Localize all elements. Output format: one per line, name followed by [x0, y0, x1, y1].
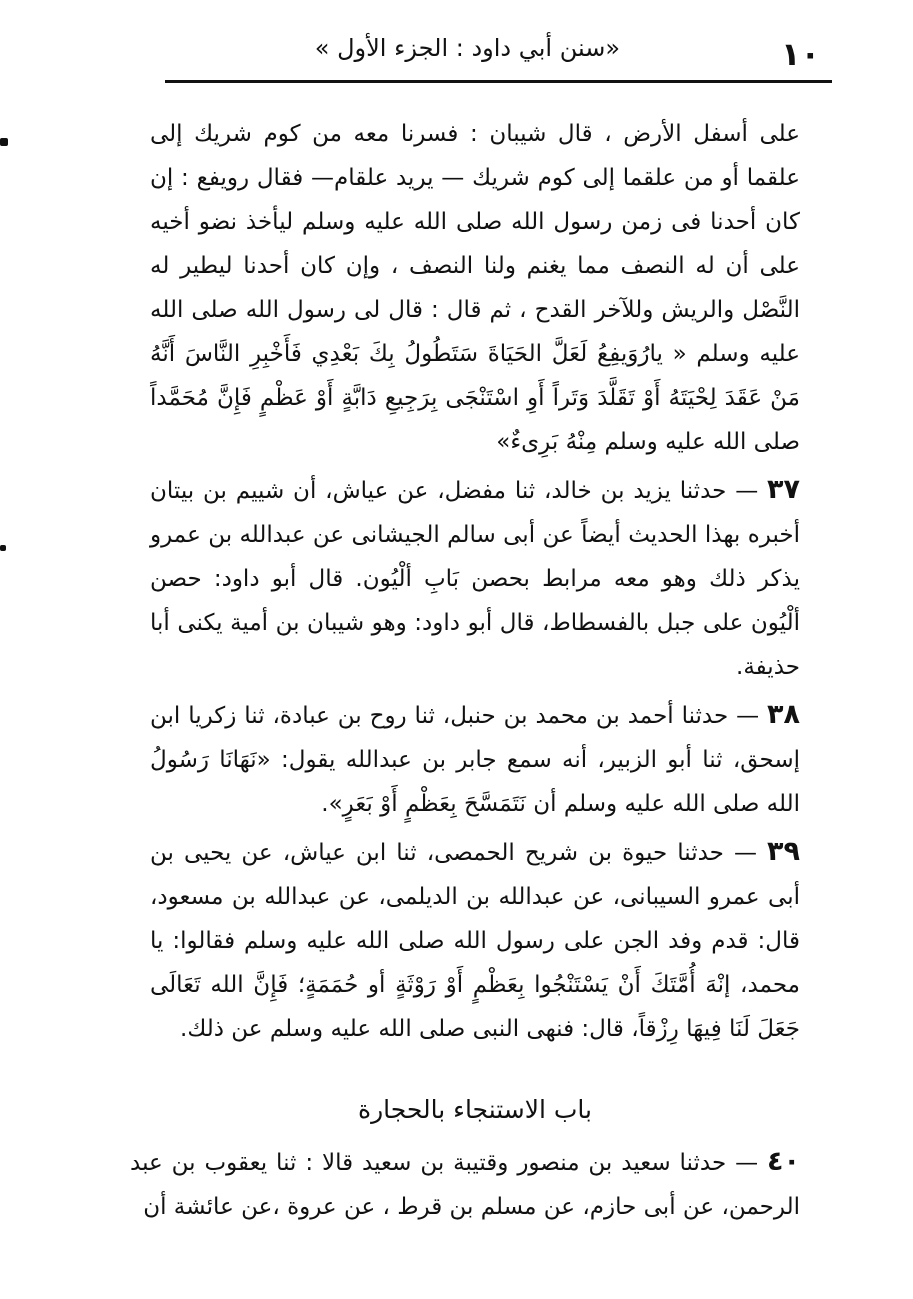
paragraph-text: — حدثنا أحمد بن محمد بن حنبل، ثنا روح بن عبادة، ثنا زكريا ابن إسحق، ثنا أبو الزبير، أنه سمع جابر بن عبدالله يقول: «نَهَانَا رَسُولُ الله صلى الله عليه وسلم أن نَتَمَسَّحَ بِعَظْمٍ أَوْ بَعَرٍ». — [150, 703, 800, 817]
header-rule — [165, 80, 832, 83]
hadith-number: ٣٩ — [767, 836, 800, 867]
paragraph-text: — حدثنا يزيد بن خالد، ثنا مفضل، عن عياش، أن شييم بن بيتان أخبره بهذا الحديث أيضاً عن أبى سالم الجيشانى عن عبدالله بن عمرو يذكر ذلك وهو معه مرابط بحصن بَابِ ألْيُون. قال أبو داود: حصن ألْيُون على جبل بالفسطاط، قال أبو داود: وهو شيبان بن أمية يكنى أبا حذيفة. — [150, 478, 800, 680]
chapter-heading: باب الاستنجاء بالحجارة — [357, 1095, 592, 1124]
page-number: ١٠ — [780, 35, 820, 73]
hadith-paragraph — [150, 468, 800, 689]
running-title: «سنن أبي داود : الجزء الأول » — [314, 34, 620, 62]
hadith-paragraph — [150, 830, 800, 1051]
main-text-continued — [130, 1140, 800, 1233]
hadith-number: ٤٠ — [767, 1146, 800, 1177]
margin-mark — [0, 138, 8, 146]
page-header — [140, 28, 820, 73]
hadith-number: ٣٨ — [767, 699, 800, 730]
main-text — [150, 112, 800, 1055]
hadith-paragraph — [130, 1140, 800, 1229]
hadith-number: ٣٧ — [767, 474, 801, 505]
paragraph-continued — [150, 112, 800, 464]
paragraph-text: — حدثنا سعيد بن منصور وقتيبة بن سعيد قالا : ثنا يعقوب بن عبد الرحمن، عن أبى حازم، عن مسلم بن قرط ، عن عروة ،عن عائشة أن — [130, 1150, 800, 1220]
hadith-paragraph — [150, 693, 800, 826]
paragraph-text: على أسفل الأرض ، قال شيبان : فسرنا معه من كوم شريك إلى علقما أو من علقما إلى كوم شريك — يريد علقام— فقال رويفع : إن كان أحدنا فى زمن رسول الله صلى الله عليه وسلم ليأخذ نضو أخيه على أن له النصف مما يغنم ولنا النصف ، وإن كان أحدنا ليطير له النَّصْل والريش وللآخر القدح ، ثم قال : قال لى رسول الله صلى الله عليه وسلم « يارُوَيفِعُ لَعَلَّ الحَيَاةَ سَتَطُولُ بِكَ بَعْدِي فَأَخْبِرِ النَّاسَ أَنَّهُ مَنْ عَقَدَ لِحْيَتَهُ أَوْ تَقَلَّدَ وَتَراً أَوِ اسْتَنْجَى بِرَجِيعِ دَابَّةٍ أَوْ عَظْمٍ فَإِنَّ مُحَمَّداً صلى الله عليه وسلم مِنْهُ بَرِىءٌ» — [150, 121, 800, 455]
paragraph-text: — حدثنا حيوة بن شريح الحمصى، ثنا ابن عياش، عن يحيى بن أبى عمرو السيبانى، عن عبدالله بن الديلمى، عن عبدالله بن مسعود، قال: قدم وفد الجن على رسول الله صلى الله عليه وسلم فقالوا: يا محمد، إنْهَ أُمَّتَكَ أَنْ يَسْتَنْجُوا بِعَظْمٍ أَوْ رَوْثَةٍ أو حُمَمَةٍ؛ فَإِنَّ الله تَعَالَى جَعَلَ لَنَا فِيهَا رِزْقاً، قال: فنهى النبى صلى الله عليه وسلم عن ذلك. — [150, 840, 800, 1042]
margin-mark — [0, 545, 6, 551]
